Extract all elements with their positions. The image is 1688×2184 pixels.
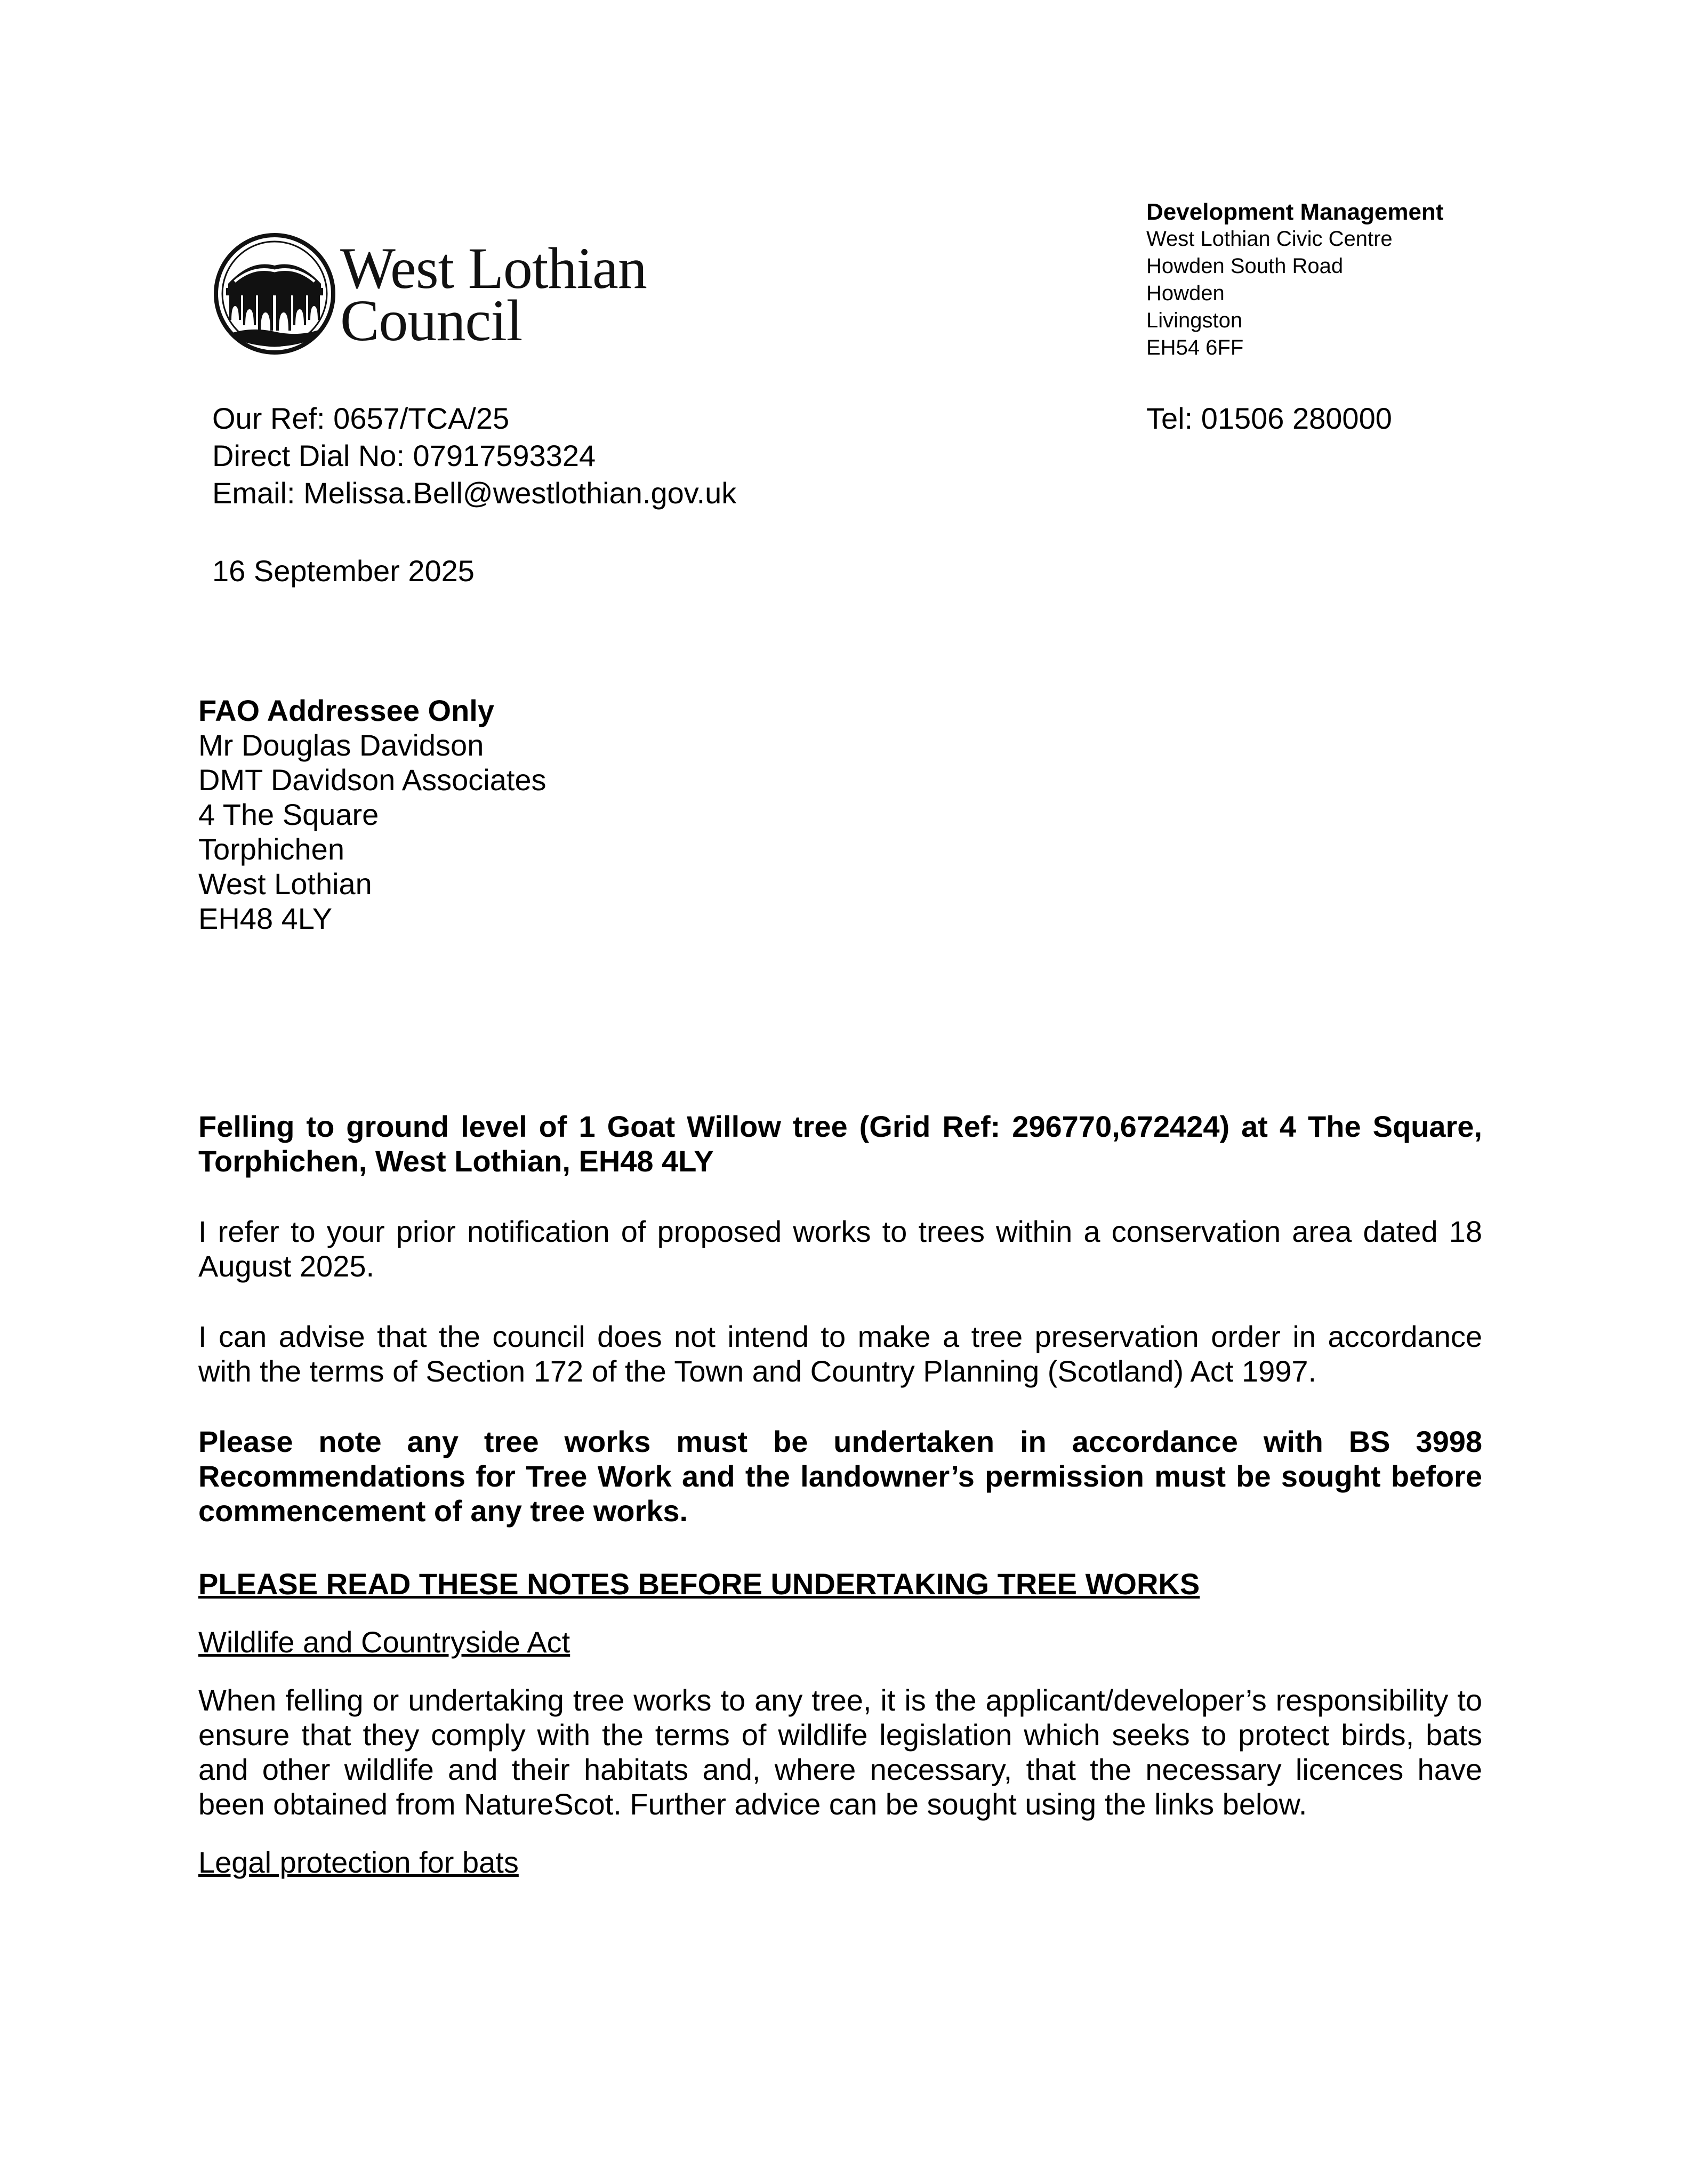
telephone: Tel: 01506 280000 <box>1146 402 1392 435</box>
addressee-line: Mr Douglas Davidson <box>198 728 484 762</box>
addressee-line: West Lothian <box>198 867 372 901</box>
email: Email: Melissa.Bell@westlothian.gov.uk <box>212 476 737 510</box>
address-line: Howden <box>1146 282 1225 305</box>
addressee-line: EH48 4LY <box>198 902 333 935</box>
department-title: Development Management <box>1146 199 1444 225</box>
direct-dial: Direct Dial No: 07917593324 <box>212 439 596 472</box>
notes-heading: PLEASE READ THESE NOTES BEFORE UNDERTAKING TREE WORKS <box>198 1567 1200 1601</box>
address-line: Livingston <box>1146 309 1243 332</box>
reference-block <box>212 400 736 512</box>
wildlife-heading: Wildlife and Countryside Act <box>198 1625 570 1659</box>
address-line: EH54 6FF <box>1146 336 1244 359</box>
logo-line-2: Council <box>340 288 523 353</box>
department-address <box>1146 198 1443 362</box>
letter-date: 16 September 2025 <box>212 554 475 588</box>
our-ref: Our Ref: 0657/TCA/25 <box>212 402 510 435</box>
logo-wordmark <box>340 236 647 353</box>
bats-heading: Legal protection for bats <box>198 1845 519 1879</box>
notice-paragraph: Please note any tree works must be undertaken in accordance with BS 3998 Recommendations for Tree Work and the landowner’s permission must be sought before commencement of any tree works. <box>198 1425 1482 1528</box>
addressee-block <box>198 693 546 936</box>
fao-line: FAO Addressee Only <box>198 694 494 727</box>
wildlife-paragraph: When felling or undertaking tree works to any tree, it is the applicant/developer’s responsibility to ensure that they comply with the terms of wildlife legislation which seeks to protect birds, bats and other wildlife and their habitats and, where necessary, that the necessary licences have been obtained from NatureScot. Further advice can be sought using the links below. <box>198 1683 1482 1821</box>
address-line: Howden South Road <box>1146 254 1344 278</box>
addressee-line: DMT Davidson Associates <box>198 763 546 797</box>
paragraph: I can advise that the council does not intend to make a tree preservation order in accordance with the terms of Section 172 of the Town and Country Planning (Scotland) Act 1997. <box>198 1320 1482 1388</box>
subject-line: Felling to ground level of 1 Goat Willow tree (Grid Ref: 296770,672424) at 4 The Square, Torphichen, West Lothian, EH48 4LY <box>198 1110 1482 1178</box>
letter-body <box>198 1109 1482 1880</box>
logo-line-1: West Lothian <box>340 236 647 301</box>
addressee-line: Torphichen <box>198 832 344 866</box>
council-emblem-icon <box>213 232 336 355</box>
address-line: West Lothian Civic Centre <box>1146 227 1393 251</box>
addressee-line: 4 The Square <box>198 798 379 831</box>
paragraph: I refer to your prior notification of proposed works to trees within a conservation area dated 18 August 2025. <box>198 1215 1482 1283</box>
council-logo <box>213 232 661 355</box>
